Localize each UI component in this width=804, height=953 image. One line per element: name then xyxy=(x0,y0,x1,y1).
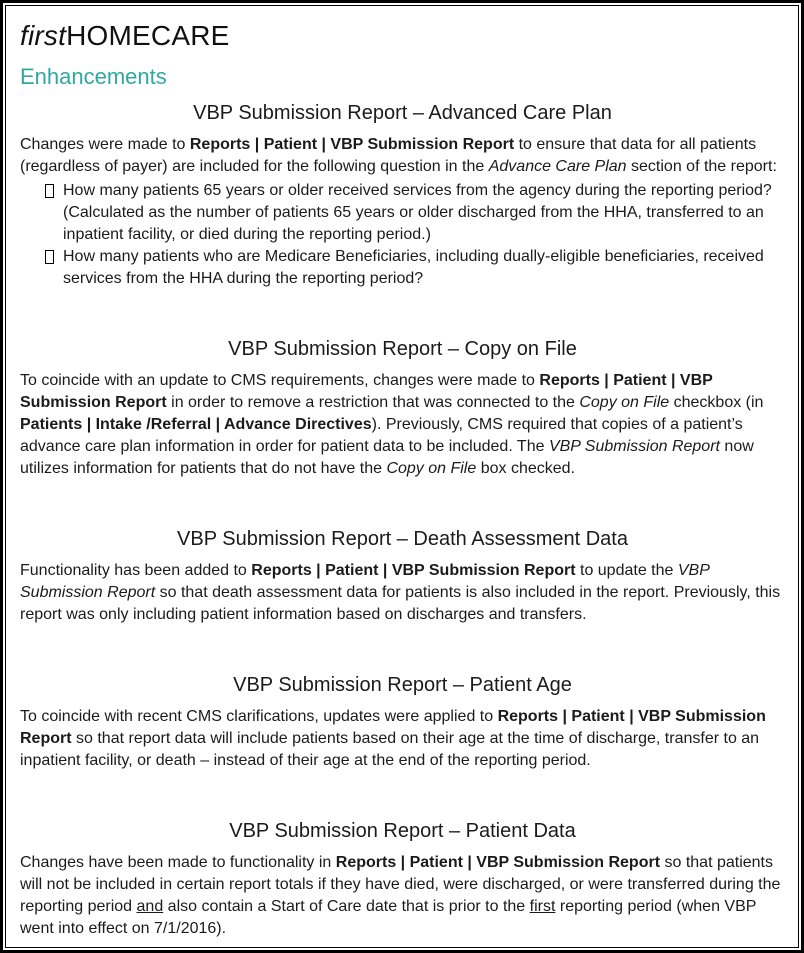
text-run: VBP Submission Report xyxy=(548,438,720,455)
section-heading: VBP Submission Report – Patient Age xyxy=(233,674,572,696)
text-run: Patients | Intake /Referral | Advance Directives xyxy=(20,416,372,433)
text-run: Copy on File xyxy=(386,460,477,477)
text-run: also contain a Start of Care date that is prior to the xyxy=(163,898,530,915)
text-run: to ensure that data for all patients (regardless of payer) are included for the following question in the xyxy=(20,136,757,175)
bullet-box-icon xyxy=(45,250,54,264)
paragraph xyxy=(20,560,786,626)
text-run: Changes were made to xyxy=(20,136,190,153)
text-run: so that patients will not be included in certain report totals if they have died, were discharged, or were transferred during the reporting period xyxy=(20,854,781,915)
bullet-item xyxy=(19,180,786,246)
text-run: VBP Submission Report xyxy=(20,562,710,601)
paragraph xyxy=(20,370,786,480)
logo-first: first xyxy=(20,20,67,51)
bullet-box-icon xyxy=(45,184,54,198)
text-run: now utilizes information for patients that do not have the xyxy=(20,438,754,477)
page-title: Enhancements xyxy=(20,64,167,89)
text-run: Reports | Patient | VBP Submission Report xyxy=(189,136,515,153)
section-heading: VBP Submission Report – Copy on File xyxy=(228,338,577,360)
bullet-text xyxy=(63,180,786,246)
bullet-list xyxy=(19,180,786,290)
section-heading: VBP Submission Report – Patient Data xyxy=(229,820,576,842)
text-run: To coincide with recent CMS clarifications, updates were applied to xyxy=(20,708,498,725)
text-run: so that report data will include patients based on their age at the time of discharge, transfer to an inpatient facility, or death – instead of their age at the end of the reporting period. xyxy=(20,730,760,769)
paragraph xyxy=(20,852,786,940)
section xyxy=(19,526,786,626)
text-run: Changes have been made to functionality in xyxy=(20,854,336,871)
text-run: and xyxy=(136,898,164,915)
text-run: How many patients who are Medicare Beneficiaries, including dually-eligible beneficiaries, received services from the HHA during the reporting period? xyxy=(63,248,764,287)
section xyxy=(19,818,786,940)
bullet-text xyxy=(63,246,786,290)
text-run: To coincide with an update to CMS requirements, changes were made to xyxy=(20,372,540,389)
sections-container xyxy=(19,100,786,940)
text-run: Advance Care Plan xyxy=(488,158,627,175)
logo xyxy=(20,20,786,52)
text-run: Functionality has been added to xyxy=(20,562,252,579)
text-run: box checked. xyxy=(476,460,575,477)
text-run: ). Previously, CMS required that copies of a patient’s advance care plan information in order for patient data to be included. The xyxy=(20,416,743,455)
text-run: section of the report: xyxy=(626,158,777,175)
text-run: Reports | Patient | VBP Submission Report xyxy=(20,708,766,747)
page-inner xyxy=(5,5,799,948)
text-run: first xyxy=(529,898,556,915)
text-run: How many patients 65 years or older received services from the agency during the reporting period? (Calculated as the number of patients 65 years or older discharged from the HHA, transferred to an inpatient facility, or died during the reporting period.) xyxy=(63,182,772,243)
section-heading: VBP Submission Report – Death Assessment Data xyxy=(177,528,628,550)
paragraph xyxy=(20,706,786,772)
text-run: reporting period (when VBP went into effect on 7/1/2016). xyxy=(20,898,757,937)
text-run: to update the xyxy=(575,562,678,579)
text-run: Reports | Patient | VBP Submission Report xyxy=(20,372,713,411)
section-heading: VBP Submission Report – Advanced Care Plan xyxy=(193,102,612,124)
text-run: Reports | Patient | VBP Submission Report xyxy=(335,854,661,871)
section xyxy=(19,672,786,772)
section xyxy=(19,100,786,290)
text-run: so that death assessment data for patients is also included in the report. Previously, this report was only including patient information based on discharges and transfers. xyxy=(20,584,781,623)
logo-homecare: HOMECARE xyxy=(66,20,230,51)
text-run: Reports | Patient | VBP Submission Report xyxy=(251,562,576,579)
bullet-item xyxy=(19,246,786,290)
text-run: in order to remove a restriction that was connected to the xyxy=(166,394,580,411)
paragraph xyxy=(20,134,786,178)
text-run: checkbox (in xyxy=(669,394,764,411)
section xyxy=(19,336,786,480)
text-run: Copy on File xyxy=(579,394,670,411)
